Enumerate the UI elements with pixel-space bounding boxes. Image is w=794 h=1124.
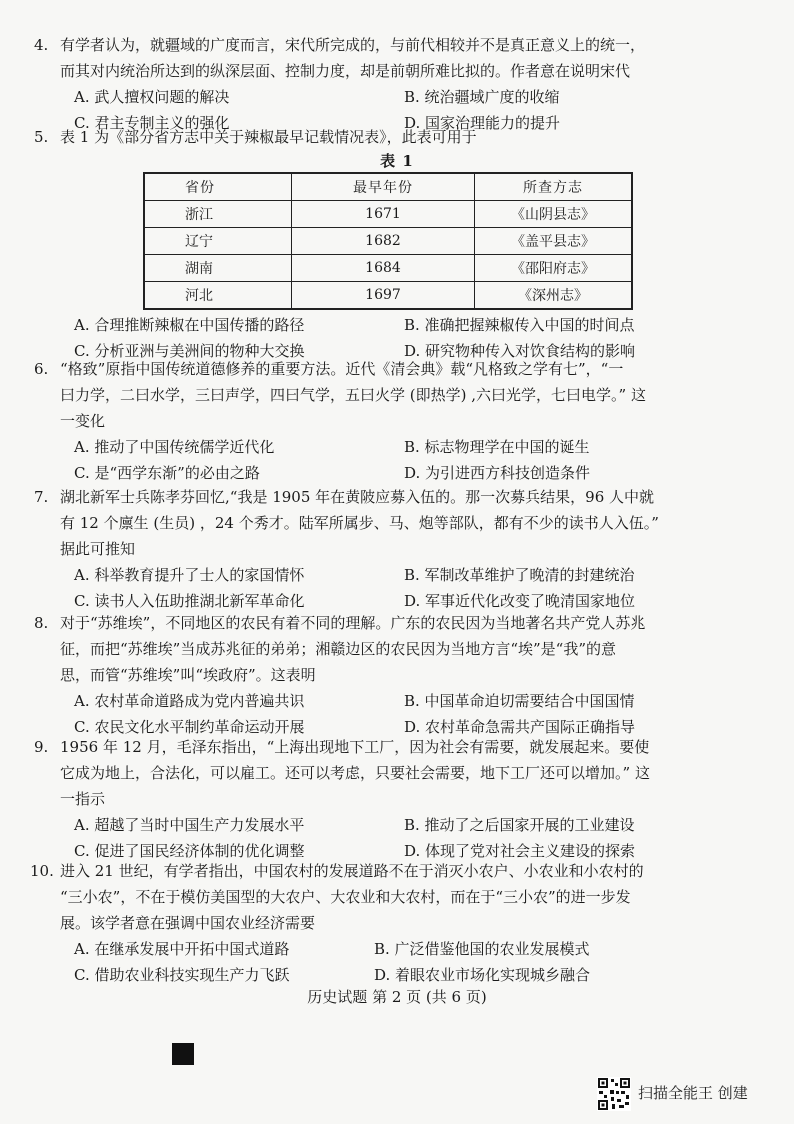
table-header-cell: 省份	[144, 173, 292, 201]
option-c[interactable]: C. 借助农业科技实现生产力飞跃	[74, 966, 290, 984]
options	[60, 562, 740, 614]
table-header-cell: 最早年份	[292, 173, 475, 201]
qr-code-icon	[597, 1077, 631, 1111]
table-cell: 《山阴县志》	[475, 201, 633, 228]
question-stem-line: 曰力学，二曰水学，三曰声学，四曰气学，五曰火学 (即热学) ,六曰光学，七曰电学。” 这	[60, 386, 646, 404]
question-number: 10.	[30, 862, 54, 880]
table-header-row	[144, 173, 632, 201]
option-d[interactable]: D. 农村革命急需共产国际正确指导	[404, 718, 636, 736]
table-cell: 湖南	[144, 255, 292, 282]
question-stem-line: 进入 21 世纪，有学者指出，中国农村的发展道路不在于消灭小农户、小农业和小农村的	[60, 862, 644, 880]
option-d[interactable]: D. 着眼农业市场化实现城乡融合	[374, 966, 591, 984]
option-b[interactable]: B. 统治疆域广度的收缩	[404, 88, 560, 106]
option-b[interactable]: B. 推动了之后国家开展的工业建设	[404, 816, 635, 834]
question-stem-line: 一指示	[60, 790, 106, 808]
table-cell: 《邵阳府志》	[475, 255, 633, 282]
question-number: 6.	[34, 360, 49, 378]
question-6	[34, 356, 740, 486]
registration-mark	[172, 1043, 194, 1065]
question-8	[34, 610, 740, 740]
question-stem-line: “格致”原指中国传统道德修养的重要方法。近代《清会典》载“凡格致之学有七”，“一	[60, 360, 624, 378]
question-stem-line: “三小农”，不在于模仿美国型的大农户、大农业和大农村，而在于“三小农”的进一步发	[60, 888, 631, 906]
option-b[interactable]: B. 军制改革维护了晚清的封建统治	[404, 566, 635, 584]
option-c[interactable]: C. 是“西学东渐”的必由之路	[74, 464, 260, 482]
question-stem-line: 表 1 为《部分省方志中关于辣椒最早记载情况表》，此表可用于	[60, 128, 477, 146]
table-row	[144, 282, 632, 310]
option-b[interactable]: B. 中国革命迫切需要结合中国国情	[404, 692, 635, 710]
table-cell: 《盖平县志》	[475, 228, 633, 255]
spice-records-table	[143, 172, 633, 310]
option-c[interactable]: C. 农民文化水平制约革命运动开展	[74, 718, 305, 736]
table-title: 表 1	[380, 152, 414, 170]
option-a[interactable]: A. 科举教育提升了士人的家国情怀	[74, 566, 305, 584]
option-a[interactable]: A. 在继承发展中开拓中国式道路	[74, 940, 290, 958]
question-stem-line: 思，而管“苏维埃”叫“埃政府”。这表明	[60, 666, 316, 684]
page-footer: 历史试题 第 2 页 (共 6 页)	[307, 988, 487, 1006]
question-stem-line: 征，而把“苏维埃”当成苏兆征的弟弟；湘赣边区的农民因为当地方言“埃”是“我”的意	[60, 640, 617, 658]
table-cell: 《深州志》	[475, 282, 633, 310]
question-4	[34, 32, 740, 136]
question-stem-line: 据此可推知	[60, 540, 136, 558]
option-d[interactable]: D. 为引进西方科技创造条件	[404, 464, 591, 482]
question-stem-line: 湖北新军士兵陈孝芬回忆,“我是 1905 年在黄陂应募入伍的。那一次募兵结果，96 人中就	[60, 488, 655, 506]
option-d[interactable]: D. 体现了党对社会主义建设的探索	[404, 842, 636, 860]
option-d[interactable]: D. 国家治理能力的提升	[404, 114, 561, 132]
table-cell: 河北	[144, 282, 292, 310]
question-stem-line: 对于“苏维埃”，不同地区的农民有着不同的理解。广东的农民因为当地著名共产党人苏兆	[60, 614, 646, 632]
option-b[interactable]: B. 准确把握辣椒传入中国的时间点	[404, 316, 635, 334]
question-number: 4.	[34, 36, 49, 54]
table-cell: 1671	[292, 201, 475, 228]
question-stem-line: 有学者认为，就疆域的广度而言，宋代所完成的，与前代相较并不是真正意义上的统一，	[60, 36, 646, 54]
table-cell: 1684	[292, 255, 475, 282]
question-9	[34, 734, 740, 864]
option-a[interactable]: A. 农村革命道路成为党内普遍共识	[74, 692, 305, 710]
option-c[interactable]: C. 分析亚洲与美洲间的物种大交换	[74, 342, 305, 360]
option-d[interactable]: D. 研究物种传入对饮食结构的影响	[404, 342, 636, 360]
table-cell: 辽宁	[144, 228, 292, 255]
question-5	[34, 124, 740, 150]
options	[60, 812, 740, 864]
option-a[interactable]: A. 超越了当时中国生产力发展水平	[74, 816, 305, 834]
option-c[interactable]: C. 读书人入伍助推湖北新军革命化	[74, 592, 305, 610]
scanner-watermark: 扫描全能王 创建	[638, 1084, 748, 1102]
option-b[interactable]: B. 标志物理学在中国的诞生	[404, 438, 590, 456]
option-d[interactable]: D. 军事近代化改变了晚清国家地位	[404, 592, 636, 610]
table-row	[144, 228, 632, 255]
question-stem-line: 1956 年 12 月，毛泽东指出，“上海出现地下工厂，因为社会有需要，就发展起来。要使	[60, 738, 650, 756]
question-number: 5.	[34, 128, 49, 146]
question-stem-line: 一变化	[60, 412, 106, 430]
table-cell: 1697	[292, 282, 475, 310]
question-stem-line: 有 12 个廪生 (生员) ，24 个秀才。陆军所属步、马、炮等部队，都有不少的读书人入伍。”	[60, 514, 659, 532]
question-number: 8.	[34, 614, 49, 632]
question-number: 7.	[34, 488, 49, 506]
table-cell: 1682	[292, 228, 475, 255]
options	[60, 688, 740, 740]
option-a[interactable]: A. 推动了中国传统儒学近代化	[74, 438, 275, 456]
option-c[interactable]: C. 促进了国民经济体制的优化调整	[74, 842, 305, 860]
table-row	[144, 201, 632, 228]
option-a[interactable]: A. 武人擅权问题的解决	[74, 88, 230, 106]
question-stem-line: 而其对内统治所达到的纵深层面、控制力度，却是前朝所难比拟的。作者意在说明宋代	[60, 62, 631, 80]
table-row	[144, 255, 632, 282]
option-a[interactable]: A. 合理推断辣椒在中国传播的路径	[74, 316, 305, 334]
question-stem-line: 它成为地上，合法化，可以雇工。还可以考虑，只要社会需要，地下工厂还可以增加。” 这	[60, 764, 650, 782]
option-c[interactable]: C. 君主专制主义的强化	[74, 114, 230, 132]
options	[60, 434, 740, 486]
question-stem-line: 展。该学者意在强调中国农业经济需要	[60, 914, 316, 932]
options	[60, 936, 740, 988]
table-cell: 浙江	[144, 201, 292, 228]
table-header-cell: 所查方志	[475, 173, 633, 201]
question-number: 9.	[34, 738, 49, 756]
option-b[interactable]: B. 广泛借鉴他国的农业发展模式	[374, 940, 590, 958]
question-7	[34, 484, 740, 614]
question-10	[30, 858, 740, 988]
